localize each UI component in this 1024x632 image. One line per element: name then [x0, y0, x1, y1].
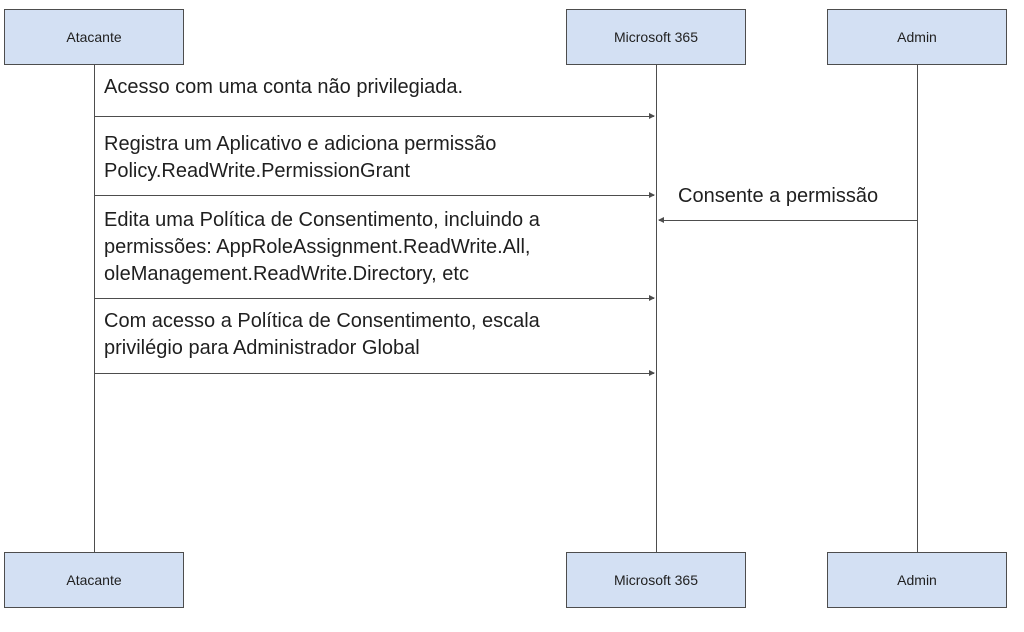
message-1-label [104, 74, 463, 101]
actor-attacker-top: Atacante [4, 9, 184, 65]
message-3-arrow [659, 220, 917, 221]
actor-m365-bottom: Microsoft 365 [566, 552, 746, 608]
actor-m365-top: Microsoft 365 [566, 9, 746, 65]
lifeline-attacker [94, 65, 95, 552]
message-5-arrow [95, 373, 654, 374]
message-3-label [678, 183, 878, 210]
message-2-label [104, 131, 496, 185]
message-2-line-1: Registra um Aplicativo e adiciona permissão [104, 133, 497, 155]
message-1-arrow [95, 116, 654, 117]
actor-admin-bottom: Admin [827, 552, 1007, 608]
message-4-label [104, 207, 540, 288]
message-2-arrow [95, 195, 654, 196]
message-5-label [104, 308, 540, 362]
message-2-line-2: Policy.ReadWrite.PermissionGrant [104, 160, 411, 182]
lifeline-m365 [656, 65, 657, 552]
lifeline-admin [917, 65, 918, 552]
message-1-line-1: Acesso com uma conta não privilegiada. [104, 76, 464, 98]
message-4-arrow [95, 298, 654, 299]
message-4-line-3: oleManagement.ReadWrite.Directory, etc [104, 263, 469, 285]
message-5-line-1: Com acesso a Política de Consentimento, escala [104, 310, 540, 332]
message-4-line-2: permissões: AppRoleAssignment.ReadWrite.All, [104, 236, 531, 258]
message-3-line-1: Consente a permissão [678, 185, 879, 207]
message-4-line-1: Edita uma Política de Consentimento, incluindo a [104, 209, 540, 231]
actor-admin-top: Admin [827, 9, 1007, 65]
actor-attacker-bottom: Atacante [4, 552, 184, 608]
message-5-line-2: privilégio para Administrador Global [104, 337, 420, 359]
